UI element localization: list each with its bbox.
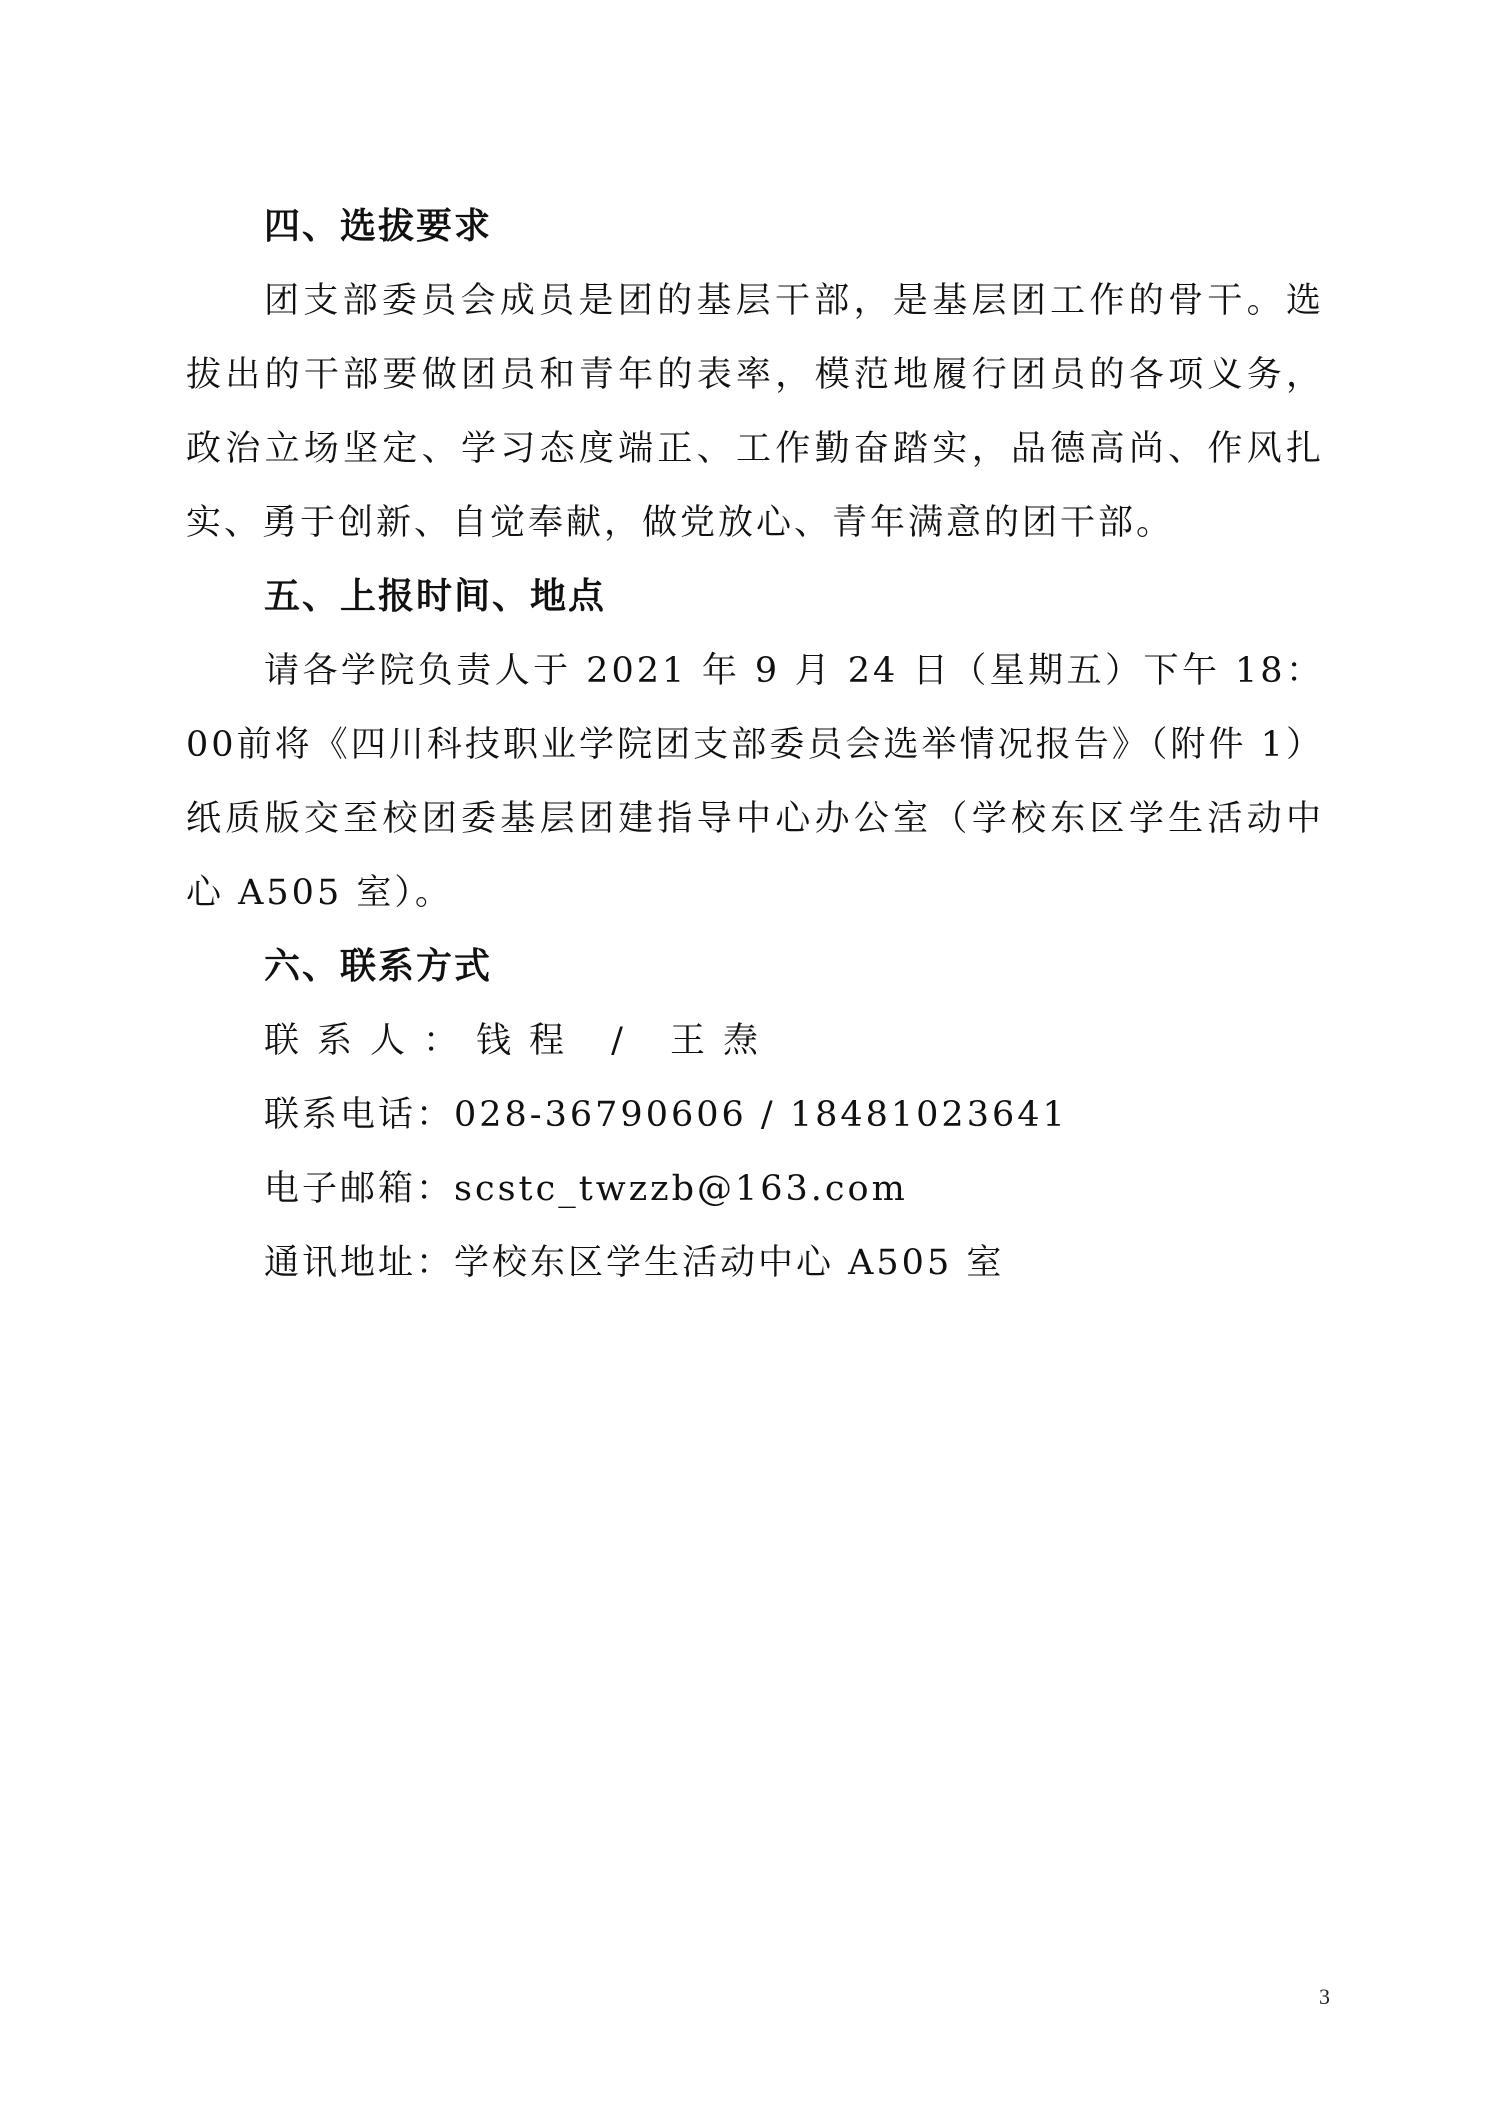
paragraph-report-time-place: 请各学院负责人于 2021 年 9 月 24 日（星期五）下午 18：00前将《四川科技职业学院团支部委员会选举情况报告》（附件 1）纸质版交至校团委基层团建指导中心办公室（学校东区学生活动中心 A505 室）。 bbox=[186, 651, 1324, 913]
page-number: 3 bbox=[1319, 1984, 1330, 2009]
contact-phone-line: 联系电话：028-36790606 / 18481023641 bbox=[264, 1095, 1068, 1135]
contact-person-line: 联系人：钱程 / 王焘 bbox=[264, 1021, 777, 1061]
section-heading-report-time-place: 五、上报时间、地点 bbox=[264, 576, 607, 617]
document-body bbox=[186, 190, 1324, 1300]
contact-email-line: 电子邮箱：scstc_twzzb@163.com bbox=[264, 1169, 908, 1209]
paragraph-selection-requirements: 团支部委员会成员是团的基层干部，是基层团工作的骨干。选拔出的干部要做团员和青年的表率，模范地履行团员的各项义务，政治立场坚定、学习态度端正、工作勤奋踏实，品德高尚、作风扎实、勇于创新、自觉奉献，做党放心、青年满意的团干部。 bbox=[186, 281, 1324, 543]
contact-address-line: 通讯地址：学校东区学生活动中心 A505 室 bbox=[264, 1243, 1005, 1283]
section-heading-selection-requirements: 四、选拔要求 bbox=[264, 206, 493, 247]
section-heading-contact: 六、联系方式 bbox=[264, 946, 493, 987]
